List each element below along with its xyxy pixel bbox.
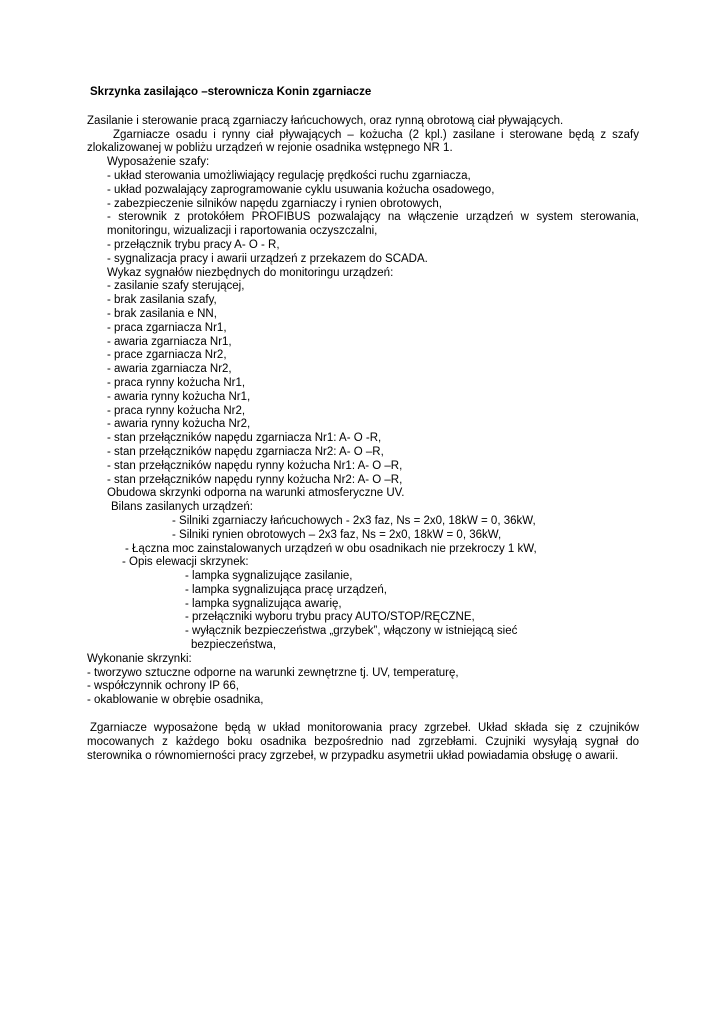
housing-text: Obudowa skrzynki odporna na warunki atmosferyczne UV. (107, 487, 405, 500)
paragraph-location: Zgarniacze osadu i rynny ciał pływających – kożucha (2 kpl.) zasilane i sterowane będą z szafy zlokalizowanej w pobliżu urządzeń w rejonie osadnika wstępnego NR 1. (87, 128, 639, 155)
list-item: - stan przełączników napędu rynny kożucha Nr1: A- O –R, (107, 459, 403, 472)
list-item: - awaria zgarniacza Nr1, (107, 335, 232, 348)
list-item: - lampka sygnalizujące zasilanie, (185, 570, 353, 583)
signals-heading: Wykaz sygnałów niezbędnych do monitoringu urządzeń: (107, 266, 394, 279)
list-item: - układ sterowania umożliwiający regulację prędkości ruchu zgarniacza, (107, 169, 471, 182)
list-item: - prace zgarniacza Nr2, (107, 349, 227, 362)
list-item: - stan przełączników napędu zgarniacza Nr2: A- O –R, (107, 445, 384, 458)
list-item: - przełącznik trybu pracy A- O - R, (107, 238, 280, 251)
document-title: Skrzynka zasilająco –sterownicza Konin zgarniacze (90, 86, 372, 98)
list-item: - lampka sygnalizująca pracę urządzeń, (185, 583, 387, 596)
list-item: - brak zasilania szafy, (107, 294, 217, 307)
elevation-heading: - Opis elewacji skrzynek: (122, 556, 249, 569)
list-item: - praca rynny kożucha Nr2, (107, 404, 246, 417)
list-item: - praca rynny kożucha Nr1, (107, 376, 246, 389)
list-item: - sygnalizacja pracy i awarii urządzeń z przekazem do SCADA. (107, 252, 428, 265)
list-item: - brak zasilania e NN, (107, 307, 217, 320)
list-item: - praca zgarniacza Nr1, (107, 321, 227, 334)
equipment-heading: Wyposażenie szafy: (107, 156, 210, 169)
list-item: - awaria zgarniacza Nr2, (107, 363, 232, 376)
list-item: - lampka sygnalizująca awarię, (185, 597, 342, 610)
final-paragraph: Zgarniacze wyposażone będą w układ monitorowania pracy zgrzebeł. Układ składa się z czujników mocowanych z każdego boku osadnika bezpośrednio nad zgrzebłami. Czujniki wysyłają sygnał do sterownika o równomierności pracy zgrzebeł, w przypadku asymetrii układ powiadamia obsługę o awarii. (87, 722, 639, 762)
list-item: - tworzywo sztuczne odporne na warunki zewnętrzne tj. UV, temperaturę, (87, 666, 459, 679)
total-power-text: - Łączna moc zainstalowanych urządzeń w obu osadnikach nie przekroczy 1 kW, (125, 542, 537, 555)
intro-text: Zasilanie i sterowanie pracą zgarniaczy łańcuchowych, oraz rynną obrotową ciał pływających. (87, 114, 564, 127)
list-item: - zasilanie szafy sterującej, (107, 280, 245, 293)
execution-heading: Wykonanie skrzynki: (87, 652, 192, 665)
list-item: - awaria rynny kożucha Nr1, (107, 390, 251, 403)
list-item: - zabezpieczenie silników napędu zgarniaczy i rynien obrotowych, (107, 197, 442, 210)
list-item: - wyłącznik bezpieczeństwa „grzybek”, włączony w istniejącą sieć (185, 625, 518, 638)
list-item: - stan przełączników napędu rynny kożucha Nr2: A- O –R, (107, 473, 403, 486)
list-item-profibus: - sterownik z protokółem PROFIBUS pozwalający na włączenie urządzeń w system sterowania, monitoringu, wizualizacji i raportowania oczyszczalni, (107, 211, 639, 238)
list-item: - awaria rynny kożucha Nr2, (107, 418, 251, 431)
balance-heading: Bilans zasilanych urządzeń: (111, 501, 253, 514)
list-item: - Silniki zgarniaczy łańcuchowych - 2x3 faz, Ns = 2x0, 18kW = 0, 36kW, (172, 514, 536, 527)
list-item: - Silniki rynien obrotowych – 2x3 faz, Ns = 2x0, 18kW = 0, 36kW, (172, 528, 502, 541)
list-item-continuation: bezpieczeństwa, (191, 639, 277, 652)
list-item: - współczynnik ochrony IP 66, (87, 680, 239, 693)
list-item: - stan przełączników napędu zgarniacza Nr1: A- O -R, (107, 432, 382, 445)
list-item: - układ pozwalający zaprogramowanie cyklu usuwania kożucha osadowego, (107, 183, 495, 196)
list-item: - okablowanie w obrębie osadnika, (87, 694, 264, 707)
list-item: - przełączniki wyboru trybu pracy AUTO/STOP/RĘCZNE, (185, 611, 475, 624)
document-page (87, 86, 639, 763)
